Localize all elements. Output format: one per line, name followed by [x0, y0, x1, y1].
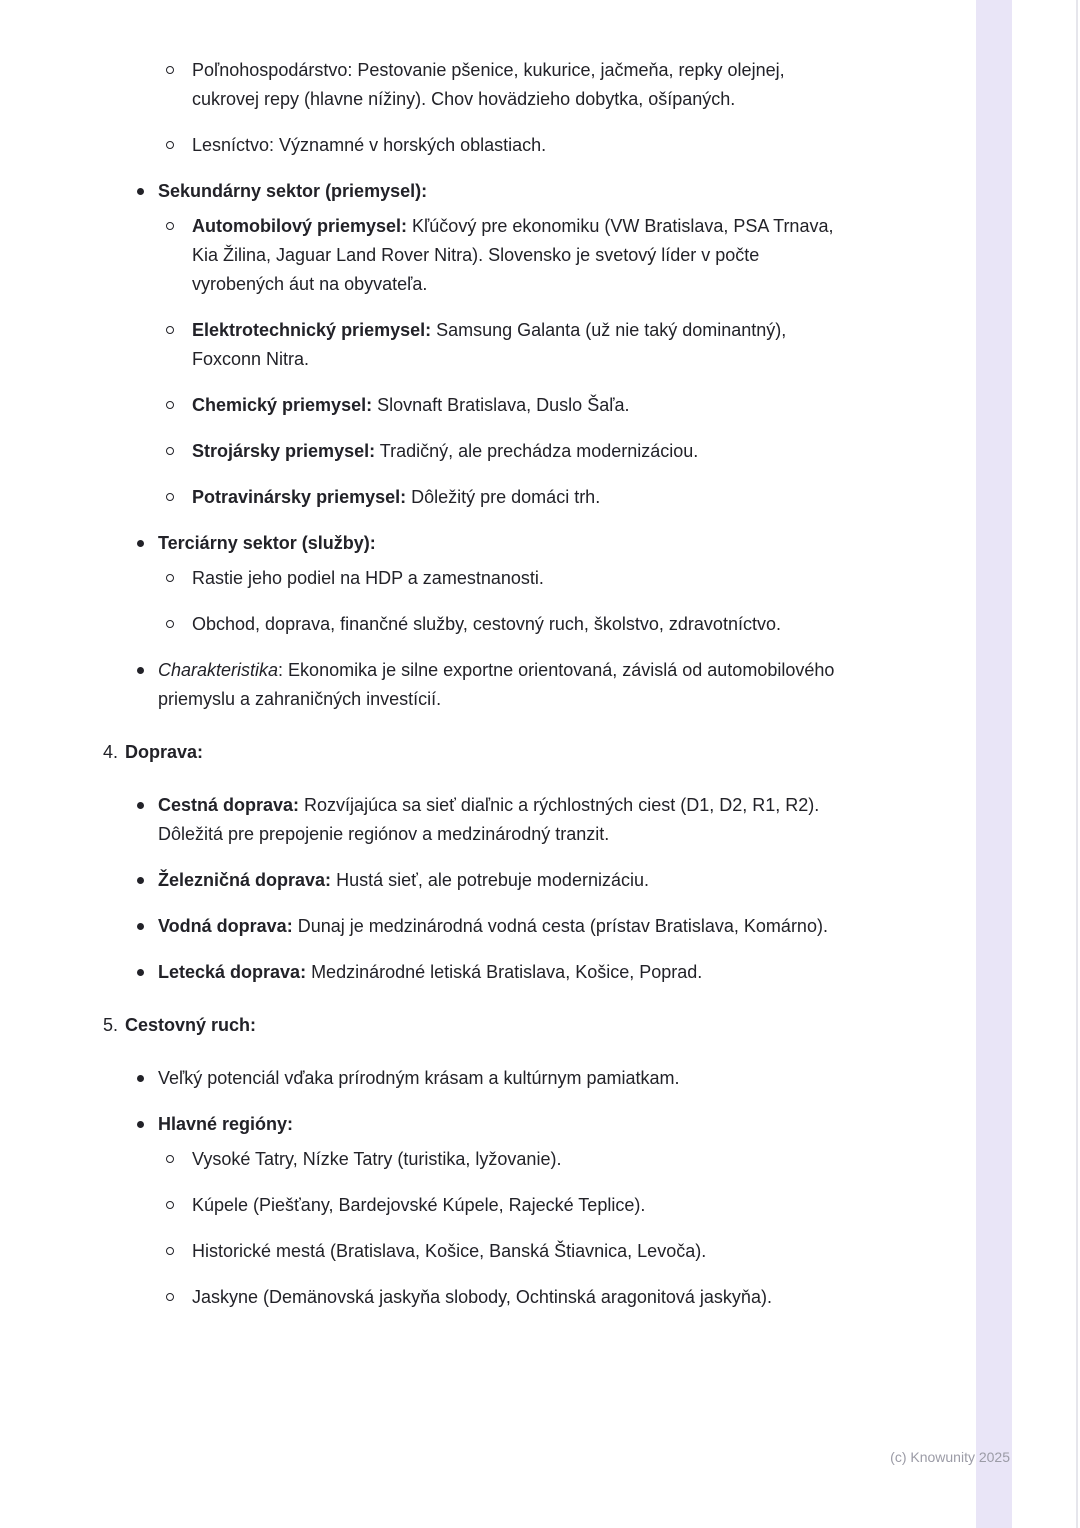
list-item-historic-towns	[192, 1237, 848, 1266]
item-text: Historické mestá (Bratislava, Košice, Banská Štiavnica, Levoča).	[192, 1241, 707, 1261]
item-text: Poľnohospodárstvo: Pestovanie pšenice, kukurice, jačmeňa, repky olejnej, cukrovej repy (hlavne nížiny). Chov hovädzieho dobytka, ošípaných.	[192, 60, 785, 109]
item-text: Medzinárodné letiská Bratislava, Košice, Poprad.	[306, 962, 703, 982]
item-text: Jaskyne (Demänovská jaskyňa slobody, Ochtinská aragonitová jaskyňa).	[192, 1287, 772, 1307]
section-heading-tourism	[103, 1011, 848, 1040]
section-number: 4.	[103, 742, 119, 762]
item-text: Veľký potenciál vďaka prírodným krásam a kultúrnym pamiatkam.	[158, 1068, 680, 1088]
list-item-air-transport	[158, 958, 848, 987]
item-label: Cestná doprava:	[158, 795, 300, 815]
section-title: Doprava:	[125, 742, 204, 762]
item-text: Obchod, doprava, finančné služby, cestovný ruch, školstvo, zdravotníctvo.	[192, 614, 781, 634]
section-title: Cestovný ruch:	[125, 1015, 257, 1035]
item-text: Rozvíjajúca sa sieť diaľnic a rýchlostných ciest (D1, D2, R1, R2). Dôležitá pre prepojenie regiónov a medzinárodný tranzit.	[158, 795, 820, 844]
tertiary-sector-sublist	[192, 564, 848, 639]
list-item-caves	[192, 1283, 848, 1312]
item-label-italic: Charakteristika	[158, 660, 279, 680]
item-text: Samsung Galanta (už nie taký dominantný), Foxconn Nitra.	[192, 320, 787, 369]
list-item-services	[192, 610, 848, 639]
copyright-notice: (c) Knowunity 2025	[890, 1449, 1010, 1465]
list-item-gdp-share	[192, 564, 848, 593]
section-heading-transport	[103, 738, 848, 767]
list-item-characteristics	[158, 656, 848, 714]
item-label: Chemický priemysel:	[192, 395, 373, 415]
item-text: Hustá sieť, ale potrebuje modernizáciu.	[331, 870, 649, 890]
item-text: Tradičný, ale prechádza modernizáciou.	[375, 441, 699, 461]
item-text: Lesníctvo: Významné v horských oblastiach.	[192, 135, 547, 155]
list-item-electrotechnical	[192, 316, 848, 374]
group-heading: Hlavné regióny:	[158, 1114, 294, 1134]
group-heading: Terciárny sektor (služby):	[158, 533, 376, 553]
tourism-list	[158, 1064, 848, 1312]
list-item-tertiary-sector	[158, 529, 848, 639]
item-text: Kľúčový pre ekonomiku (VW Bratislava, PSA Trnava, Kia Žilina, Jaguar Land Rover Nitra). Slovensko je svetový líder v počte vyrobených áut na obyvateľa.	[192, 216, 834, 294]
item-text: : Ekonomika je silne exportne orientovaná, závislá od automobilového priemyslu a zahraničných investícií.	[158, 660, 835, 709]
item-label: Elektrotechnický priemysel:	[192, 320, 432, 340]
item-label: Strojársky priemysel:	[192, 441, 376, 461]
item-text: Dunaj je medzinárodná vodná cesta (prístav Bratislava, Komárno).	[292, 916, 828, 936]
page-right-border	[1076, 0, 1078, 1528]
group-heading: Sekundárny sektor (priemysel):	[158, 181, 428, 201]
secondary-sector-sublist	[192, 212, 848, 512]
item-label: Vodná doprava:	[158, 916, 293, 936]
item-text: Vysoké Tatry, Nízke Tatry (turistika, lyžovanie).	[192, 1149, 562, 1169]
document-content	[103, 56, 848, 1329]
list-item-spas	[192, 1191, 848, 1220]
list-item-chemical	[192, 391, 848, 420]
list-item-tatry	[192, 1145, 848, 1174]
list-item-main-regions	[158, 1110, 848, 1312]
economy-sectors-list	[158, 177, 848, 714]
list-item-machinery	[192, 437, 848, 466]
list-item-tourism-potential	[158, 1064, 848, 1093]
transport-list	[158, 791, 848, 987]
item-text: Kúpele (Piešťany, Bardejovské Kúpele, Rajecké Teplice).	[192, 1195, 646, 1215]
list-item-secondary-sector	[158, 177, 848, 512]
item-label: Letecká doprava:	[158, 962, 307, 982]
item-text: Rastie jeho podiel na HDP a zamestnanosti.	[192, 568, 544, 588]
item-text: Dôležitý pre domáci trh.	[406, 487, 601, 507]
item-text: Slovnaft Bratislava, Duslo Šaľa.	[372, 395, 630, 415]
list-item-automotive	[192, 212, 848, 299]
regions-sublist	[192, 1145, 848, 1312]
list-item-agriculture	[192, 56, 848, 114]
item-label: Automobilový priemysel:	[192, 216, 408, 236]
item-label: Potravinársky priemysel:	[192, 487, 407, 507]
page-edge-strip	[976, 0, 1012, 1528]
section-number: 5.	[103, 1015, 119, 1035]
primary-sector-sublist	[192, 56, 848, 160]
item-label: Železničná doprava:	[158, 870, 332, 890]
list-item-forestry	[192, 131, 848, 160]
list-item-food-industry	[192, 483, 848, 512]
list-item-rail-transport	[158, 866, 848, 895]
list-item-water-transport	[158, 912, 848, 941]
list-item-road-transport	[158, 791, 848, 849]
